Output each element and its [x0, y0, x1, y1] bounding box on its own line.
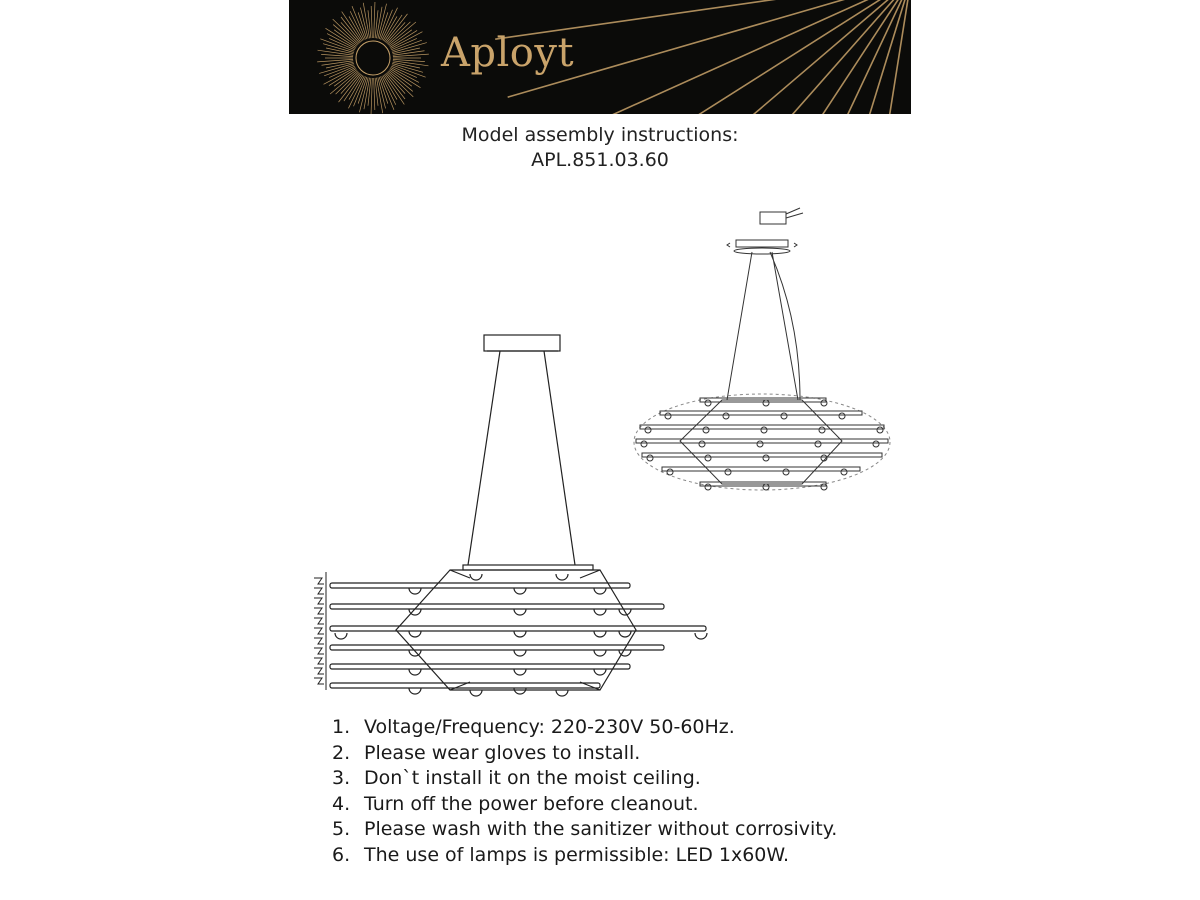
list-item: 1. Voltage/Frequency: 220-230V 50-60Hz.: [332, 716, 735, 738]
instruction-list: [332, 715, 837, 868]
list-item: 4. Turn off the power before cleanout.: [332, 792, 699, 815]
list-item: 2. Please wear gloves to install.: [332, 741, 641, 764]
list-item: 6. The use of lamps is permissible: LED 1x60W.: [332, 843, 790, 866]
list-item: 3. Don`t install it on the moist ceiling.: [332, 767, 701, 789]
page-title: Model assembly instructions:: [461, 124, 739, 146]
lamp-perspective-view: [634, 208, 890, 490]
list-item: 5. Please wash with the sanitizer without corrosivity.: [332, 818, 838, 840]
brand-logo: Aployt: [441, 30, 575, 76]
lamp-side-view: [314, 335, 707, 696]
model-number: APL.851.03.60: [531, 149, 669, 171]
